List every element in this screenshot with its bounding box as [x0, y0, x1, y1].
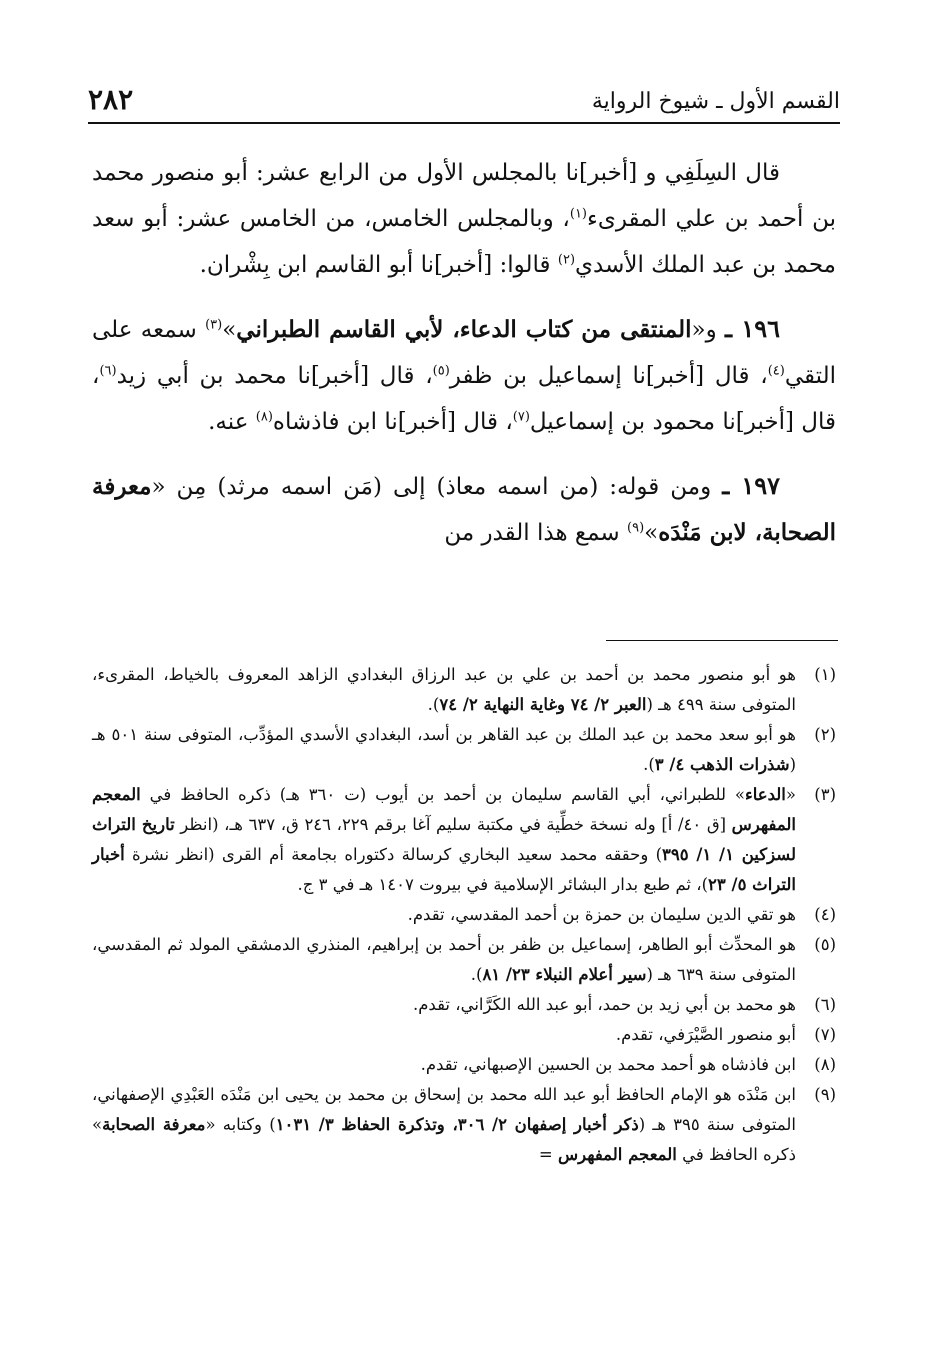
footnote-text-run: ). [470, 965, 483, 984]
footnote [92, 990, 836, 1020]
footnote-text [92, 1080, 796, 1170]
footnote-text-run: ) وكتابه « [205, 1115, 276, 1134]
running-head [88, 60, 840, 124]
entry-number-197: ١٩٧ ـ [722, 471, 780, 500]
footnote-marker-3: (٣) [205, 317, 223, 333]
footnote-text-run: هو تقي الدين سليمان بن حمزة بن أحمد المقدسي، تقدم. [407, 905, 796, 924]
footnote [92, 930, 836, 990]
entry-196-text: عنه. [208, 409, 256, 435]
footnote-citation: معرفة الصحابة [102, 1115, 206, 1134]
entry-197-title: معرفة الصحابة، لابن مَنْدَه [92, 473, 836, 546]
entry-197-text: ومن قوله: (من اسمه معاذ) إلى (مَن اسمه مرثد) مِن « [151, 474, 712, 500]
footnote-citation: المعجم المفهرس [557, 1145, 677, 1164]
entry-196-text: ، قال [أخبر]نا إسماعيل بن ظفر [449, 363, 768, 389]
footnote-text-run: [ق ٤٠/ أ] وله نسخة خطِّية في مكتبة سليم آغا برقم ٢٢٩، ٢٤٦ ق، ٦٣٧ هـ، (انظر [174, 815, 732, 834]
footnote-text [92, 900, 796, 930]
header-title: القسم الأول ـ شيوخ الرواية [591, 89, 840, 114]
intro-text-1: قال السِلَفِي و [أخبر]نا بالمجلس الأول من الرابع عشر: أبو منصور محمد بن أحمد بن علي المقرىء [92, 160, 836, 232]
entry-196-text: ، قال [أخبر]نا محمد بن أبي زيد [116, 363, 433, 389]
footnote-text-run: » للطبراني، أبي القاسم سليمان بن أحمد بن أيوب (ت ٣٦٠ هـ) ذكره الحافظ في [140, 785, 745, 804]
footnote-number: (١) [814, 665, 836, 684]
footnote [92, 720, 836, 780]
footnote-marker-6: (٦) [99, 363, 117, 379]
footnote-text-run: ) وحققه محمد سعيد البخاري كرسالة دكتوراه بجامعة أم القرى (انظر نشرة [124, 845, 663, 864]
footnote-text [92, 1050, 796, 1080]
footnote-text-run: هو أبو سعد محمد بن عبد الملك بن عبد القاهر بن أسد، البغدادي الأسدي المؤدِّب، المتوفى سنة ٥٠١ هـ ( [92, 725, 797, 774]
footnote [92, 660, 836, 720]
entry-196-text: ، قال [أخبر]نا محمود بن إسماعيل [92, 363, 836, 435]
footnote [92, 780, 836, 900]
intro-text-3: قالوا: [أخبر]نا أبو القاسم ابن بِشْران. [199, 252, 558, 278]
footnote-marker-9: (٩) [627, 520, 645, 536]
footnote-text-run: » ذكره الحافظ في [92, 1115, 796, 1164]
footnote-citation: ذكر أخبار إصفهان ٢/ ٣٠٦، وتذكرة الحفاظ ٣/ ١٠٣١ [275, 1115, 639, 1134]
footnote-text-run: ابن مَنْدَه هو الإمام الحافظ أبو عبد الله محمد بن إسحاق بن محمد بن يحيى ابن مَنْدَه العَبْدِي الإصفهاني، المتوفى سنة ٣٩٥ هـ ( [92, 1085, 797, 1134]
footnote-marker-8: (٨) [255, 409, 273, 425]
footnote-text-run: هو محمد بن أبي زيد بن حمد، أبو عبد الله الكَرَّاني، تقدم. [412, 995, 796, 1014]
footnote-number: (٥) [814, 935, 836, 954]
footnotes [92, 660, 836, 1170]
entry-197-text: سمع هذا القدر من [444, 520, 627, 546]
footnote-citation: أخبار التراث ٥/ ٢٣ [92, 845, 796, 894]
intro-text-2: ، وبالمجلس الخامس، من الخامس عشر: أبو سعد محمد بن عبد الملك الأسدي [92, 206, 836, 278]
footnote-text [92, 990, 796, 1020]
footnote [92, 1050, 836, 1080]
footnote-text-run: )، ثم طبع بدار البشائر الإسلامية في بيروت ١٤٠٧ هـ في ٣ ج. [297, 875, 709, 894]
footnote-number: (٤) [814, 905, 836, 924]
footnote-citation: سير أعلام النبلاء ٢٣/ ٨١ [482, 965, 647, 984]
entry-196-text: سمعه على التقي [92, 317, 836, 389]
entry-196-text: ، قال [أخبر]نا ابن فاذشاه [272, 409, 513, 435]
page-number: ٢٨٢ [88, 83, 134, 116]
entry-197 [92, 463, 836, 556]
footnote-citation: الدعاء [744, 785, 786, 804]
footnote-number: (٢) [814, 725, 836, 744]
footnote-citation: المعجم المفهرس [92, 785, 796, 834]
footnote-separator [606, 640, 838, 641]
intro-paragraph [92, 150, 836, 288]
footnote [92, 1020, 836, 1050]
footnote-text [92, 720, 796, 780]
footnote-marker-7: (٧) [512, 409, 530, 425]
main-text [92, 150, 836, 574]
footnote-citation: تاريخ التراث لسزكين ١/ ١/ ٣٩٥ [92, 815, 796, 864]
footnote-marker-4: (٤) [767, 363, 785, 379]
footnote-number: (٣) [814, 785, 836, 804]
entry-196-text: » [222, 317, 237, 343]
footnote-marker-1: (١) [569, 206, 587, 222]
footnote-number: (٩) [814, 1085, 836, 1104]
footnote-text-run: ابن فاذشاه هو أحمد محمد بن الحسين الإصبهاني، تقدم. [420, 1055, 796, 1074]
footnote-marker-2: (٢) [557, 252, 576, 268]
footnote-text [92, 780, 796, 900]
footnote-text-run: ). [427, 695, 440, 714]
entry-197-text: » [644, 520, 659, 546]
entry-196-text: و« [691, 317, 717, 343]
footnote-citation: العبر ٢/ ٧٤ وغاية النهاية ٢/ ٧٤ [439, 695, 647, 714]
footnote-text-run: هو المحدِّث أبو الطاهر، إسماعيل بن ظفر بن أحمد بن إبراهيم، المنذري الدمشقي المولد ثم المقدسي، المتوفى سنة ٦٣٩ هـ ( [92, 935, 796, 984]
entry-196-title: المنتقى من كتاب الدعاء، لأبي القاسم الطبراني [236, 316, 692, 343]
entry-196 [92, 306, 836, 445]
footnote [92, 1080, 836, 1170]
footnote-text [92, 1020, 796, 1050]
footnote-citation: شذرات الذهب ٤/ ٣ [654, 755, 790, 774]
entry-number-196: ١٩٦ ـ [724, 314, 780, 343]
footnote-text-run: هو أبو منصور محمد بن أحمد بن علي بن عبد الرزاق البغدادي الزاهد المعروف بالخياط، المقرىء، المتوفى سنة ٤٩٩ هـ ( [92, 665, 796, 714]
footnote-number: (٨) [814, 1055, 836, 1074]
footnote-marker-5: (٥) [432, 363, 450, 379]
footnote-text [92, 660, 796, 720]
footnote-number: (٧) [814, 1025, 836, 1044]
footnote-text-run: = [538, 1145, 558, 1164]
footnote-text-run: أبو منصور الصَّيْرَفي، تقدم. [615, 1025, 796, 1044]
footnote-text [92, 930, 796, 990]
footnote-text-run: ). [643, 755, 655, 774]
footnote-text-run: « [785, 785, 796, 804]
footnote [92, 900, 836, 930]
footnote-number: (٦) [814, 995, 836, 1014]
